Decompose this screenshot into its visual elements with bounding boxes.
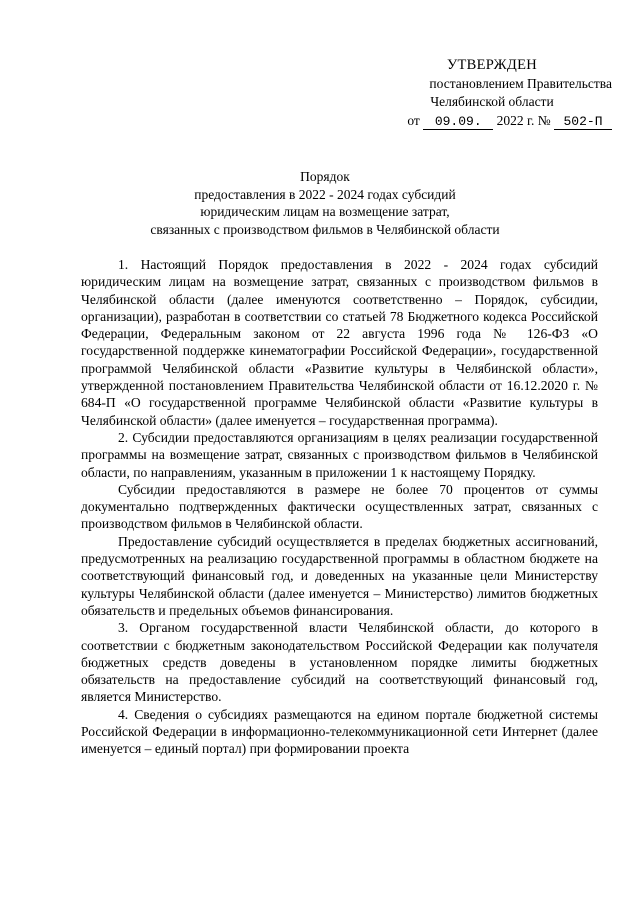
paragraph-5: 3. Органом государственной власти Челябинской области, до которого в соответствии с бюджетным законодательством Российской Федерации как получателя бюджетных средств доведены в установленном порядке лимиты бюджетных обязательств на предоставление субсидий на соответствующий финансовый год, является Министерство. xyxy=(81,620,598,705)
approval-year-text: 2022 г. № xyxy=(496,112,551,128)
heading-line-1: Порядок xyxy=(300,169,350,184)
approval-date-value: 09.09. xyxy=(423,114,493,130)
approval-line-2: Челябинской области xyxy=(430,94,554,109)
paragraph-4: Предоставление субсидий осуществляется в пределах бюджетных ассигнований, предусмотренных на реализацию государственной программы в областном бюджете на соответствующий финансовый год, и доведенных на указанные цели Министерству культуры Челябинской области (далее именуется – Министерство) лимитов бюджетных обязательств и предельных объемов финансирования. xyxy=(81,533,598,618)
document-body xyxy=(81,256,598,758)
approval-number-value: 502-П xyxy=(554,114,612,130)
document-heading xyxy=(70,168,580,238)
heading-line-2: предоставления в 2022 - 2024 годах субсидий xyxy=(194,186,456,202)
approval-line-1: постановлением Правительства xyxy=(429,75,612,91)
paragraph-1: 1. Настоящий Порядок предоставления в 2022 - 2024 годах субсидий юридическим лицам на возмещение затрат, связанных с производством фильмов в Челябинской области (далее именуются соответственно – Порядок, субсидии, организации), разработан в соответствии со статьей 78 Бюджетного кодекса Российской Федерации, Федеральным законом от 22 августа 1996 года № 126-ФЗ «О государственной поддержке кинематографии Российской Федерации», государственной программой Челябинской области «Развитие культуры в Челябинской области», утвержденной постановлением Правительства Челябинской области от 16.12.2020 г. № 684-П «О государственной программе Челябинской области «Развитие культуры в Челябинской области» (далее именуется – государственная программа). xyxy=(81,257,598,428)
paragraph-3: Субсидии предоставляются в размере не более 70 процентов от суммы документально подтвержденных фактически осуществленных затрат, связанных с производством фильмов в Челябинской области. xyxy=(81,481,598,532)
paragraph-2: 2. Субсидии предоставляются организациям в целях реализации государственной программы на возмещение затрат, связанных с производством фильмов в Челябинской области, по направлениям, указанным в приложении 1 к настоящему Порядку. xyxy=(81,429,598,480)
approval-title: УТВЕРЖДЕН xyxy=(446,57,538,73)
approval-date-line xyxy=(372,112,612,131)
paragraph-6: 4. Сведения о субсидиях размещаются на едином портале бюджетной системы Российской Федерации в информационно-телекоммуникационной сети Интернет (далее именуется – единый портал) при формировании проекта xyxy=(81,706,598,757)
heading-line-3: юридическим лицам на возмещение затрат, xyxy=(200,204,450,219)
approval-from-prefix: от xyxy=(407,112,420,128)
approval-stamp xyxy=(372,56,612,130)
heading-line-4: связанных с производством фильмов в Челябинской области xyxy=(150,221,500,237)
